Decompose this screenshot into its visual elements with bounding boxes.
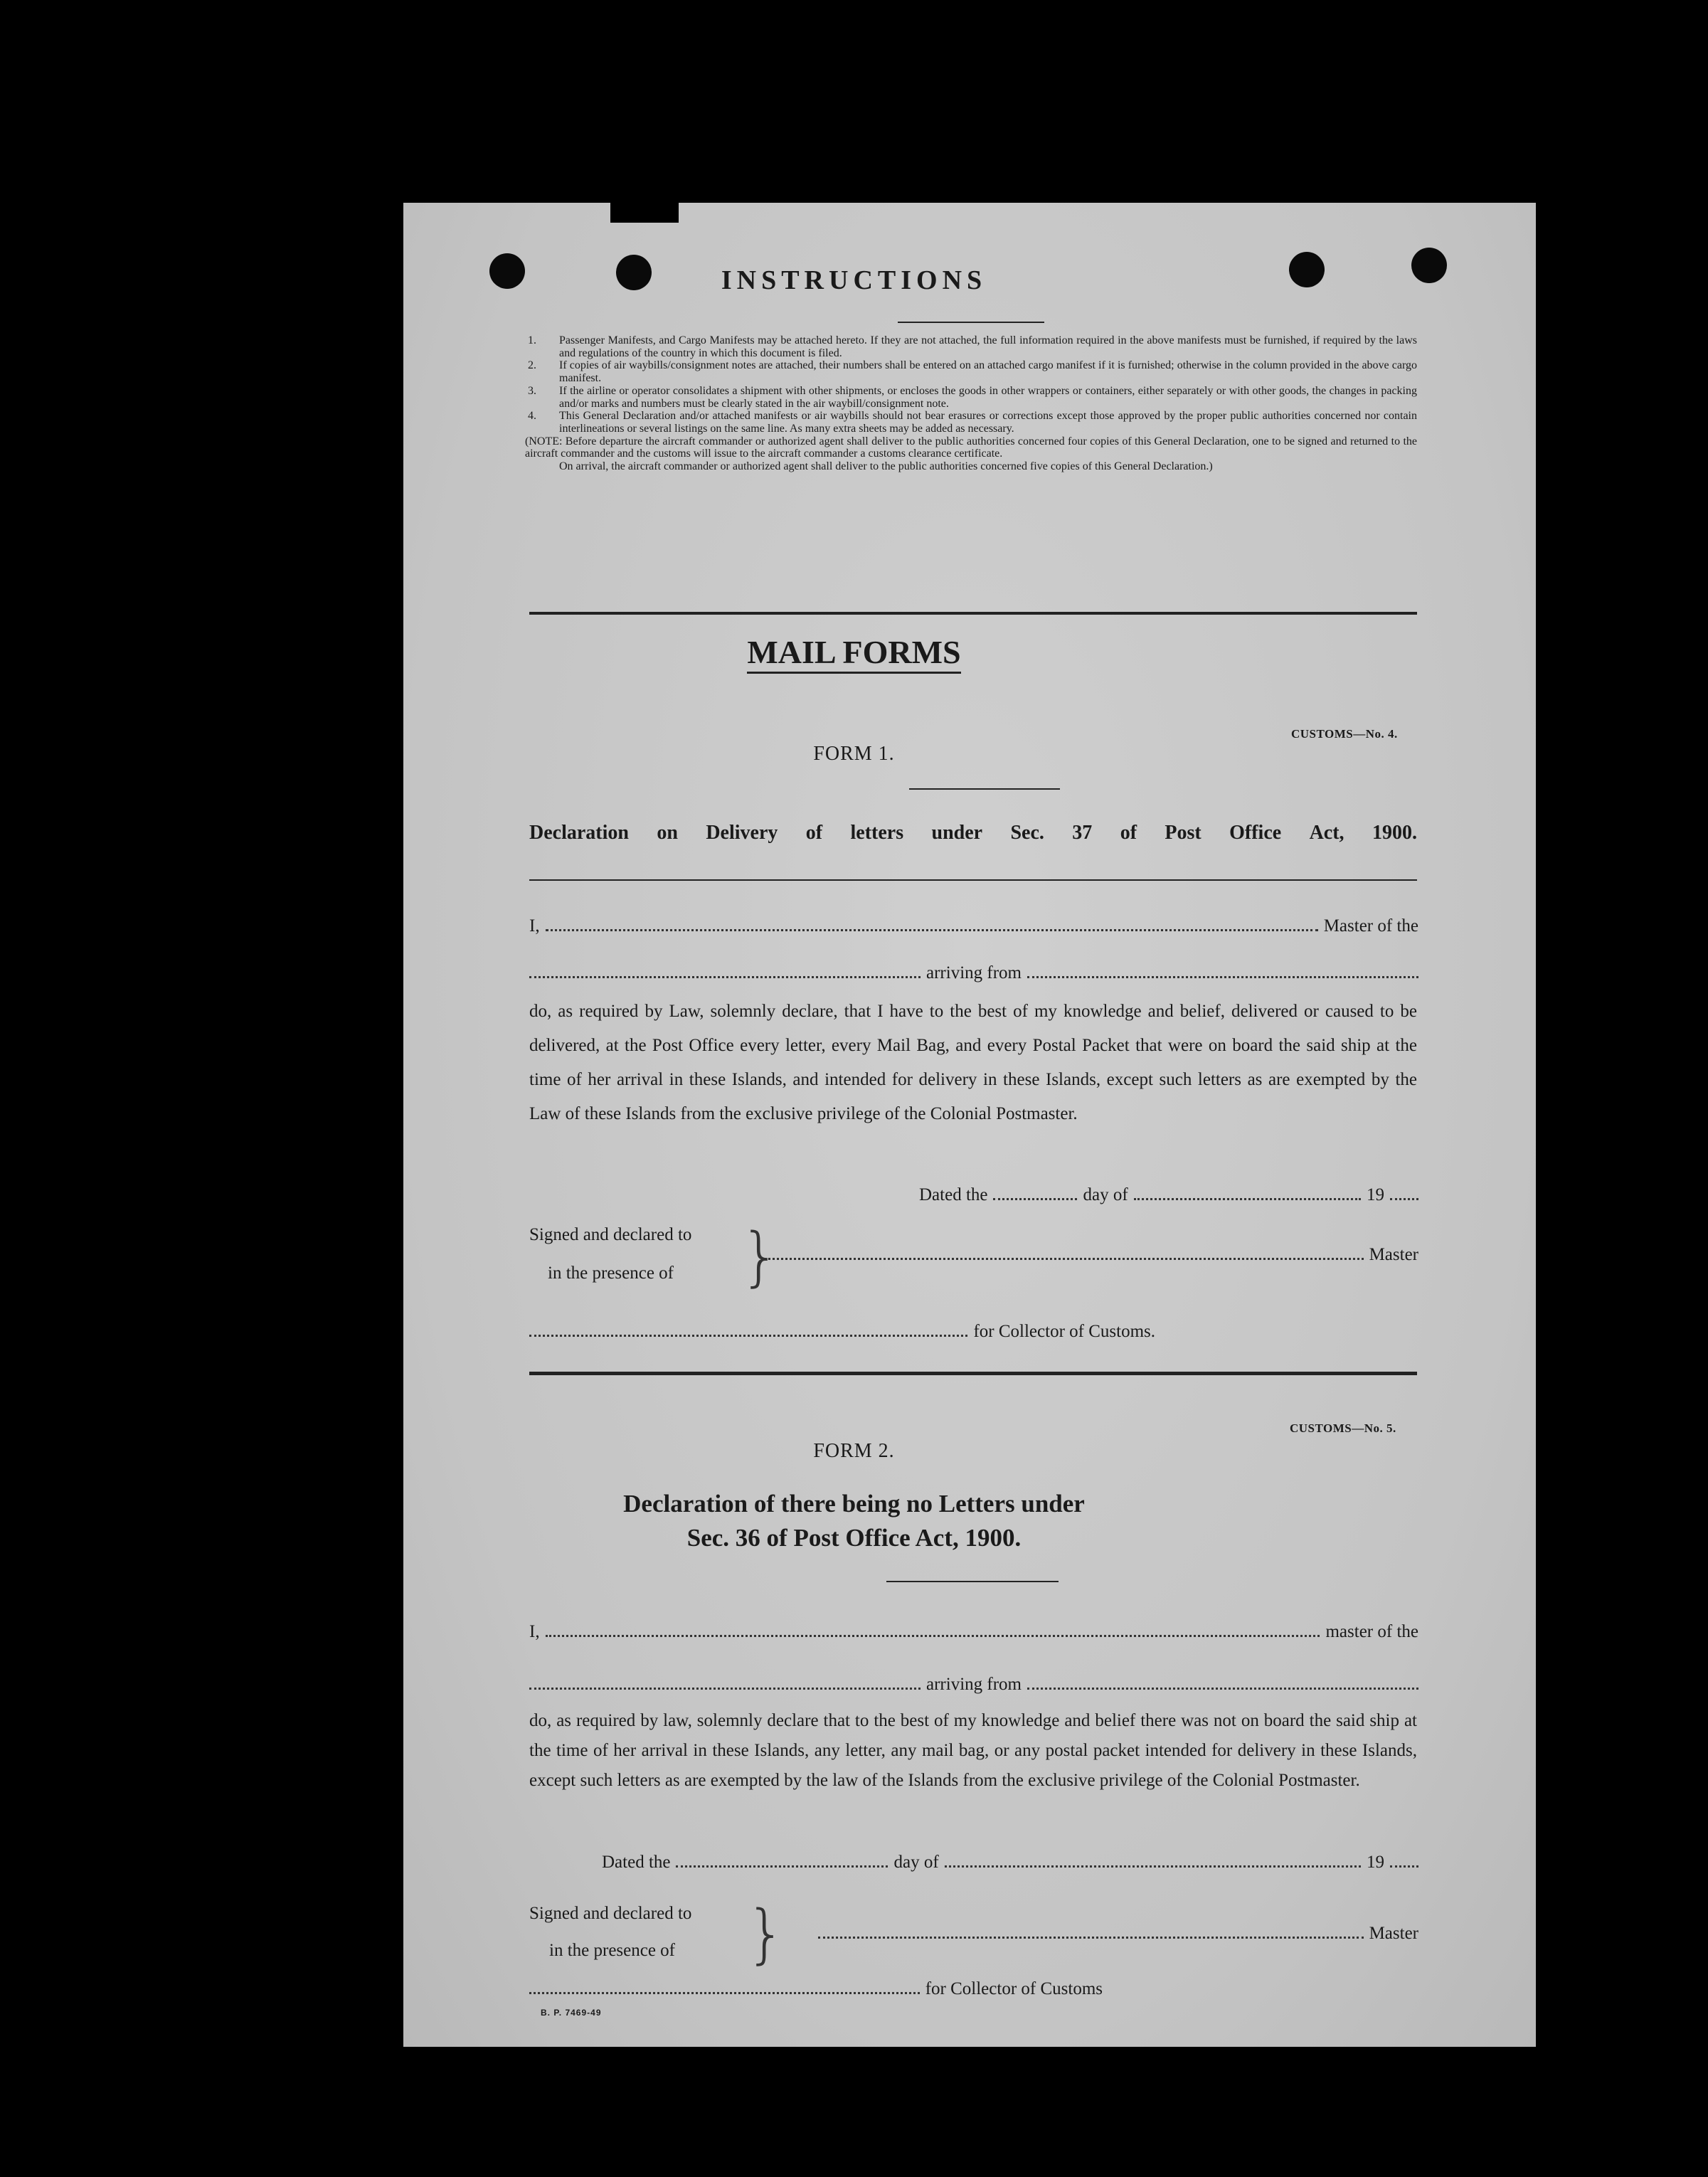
form2-line-end: master of the — [1325, 1622, 1418, 1641]
section-divider — [529, 612, 1417, 615]
fill-in-line[interactable] — [1027, 1687, 1418, 1690]
form2-title-rule — [886, 1581, 1059, 1582]
mail-forms-title — [0, 633, 1708, 671]
brace-icon: } — [740, 1219, 781, 1294]
brace-icon: } — [746, 1897, 787, 1971]
day-of-label: day of — [893, 1853, 939, 1872]
declaration-word: 37 — [1072, 822, 1093, 844]
dated-label: Dated the — [919, 1185, 988, 1204]
form2-title-line1: Declaration of there being no Letters under — [623, 1490, 1085, 1517]
instruction-text: This General Declaration and/or attached manifests or air waybills should not bear erasures or corrections except those approved by the proper public authorities concerned nor contain interlineations or several listings on the same line. As many extra sheets may be added as necessary. — [559, 410, 1417, 435]
customs-number: CUSTOMS—No. 5. — [1290, 1421, 1396, 1435]
declaration-word: of — [805, 822, 823, 844]
declaration-word: Declaration — [529, 822, 629, 844]
instruction-item — [525, 334, 1417, 359]
form1-master-line — [529, 916, 1418, 936]
fill-in-line[interactable] — [676, 1865, 888, 1868]
dated-label: Dated the — [602, 1853, 671, 1872]
print-reference: B. P. 7469-49 — [541, 2008, 602, 2018]
form1-dated-line — [919, 1185, 1418, 1205]
paper-tab — [610, 201, 679, 223]
fill-in-line[interactable] — [529, 1334, 967, 1337]
declaration-word: Post — [1165, 822, 1202, 844]
form-divider — [529, 1372, 1417, 1375]
declaration-word: Delivery — [706, 822, 778, 844]
fill-in-line[interactable] — [529, 1687, 921, 1690]
instruction-note-arrival: On arrival, the aircraft commander or authorized agent shall deliver to the public authorities concerned five copies of this General Declaration.) — [559, 460, 1213, 473]
fill-in-line[interactable] — [993, 1197, 1077, 1200]
fill-in-line[interactable] — [764, 1257, 1364, 1260]
declaration-word: 1900. — [1372, 822, 1417, 844]
instruction-number: 4. — [528, 410, 536, 423]
instruction-number: 3. — [528, 384, 536, 397]
instruction-number: 1. — [528, 334, 536, 346]
form2-dated-line — [602, 1853, 1418, 1873]
day-of-label: day of — [1083, 1185, 1128, 1204]
instruction-text: If the airline or operator consolidates a shipment with other shipments, or encloses the goods in other wrappers or containers, either separately or with other goods, the changes in packing and/or marks and numbers must be clearly stated in the air waybill/consignment note. — [559, 384, 1417, 410]
declaration-word: Act, — [1309, 822, 1344, 844]
fill-in-line[interactable] — [546, 1634, 1320, 1637]
fill-in-line[interactable] — [546, 928, 1318, 931]
fill-in-line[interactable] — [945, 1865, 1361, 1868]
declaration-word: of — [1120, 822, 1137, 844]
declaration-word: Sec. — [1010, 822, 1044, 844]
year-label: 19 — [1367, 1853, 1384, 1872]
form1-label: FORM 1. — [813, 743, 895, 765]
instructions-title: INSTRUCTIONS — [721, 265, 987, 295]
instruction-item — [525, 410, 1417, 435]
form1-line-end: Master of the — [1323, 916, 1418, 936]
form2-arriving-line — [529, 1675, 1418, 1695]
form2-arriving-label: arriving from — [926, 1675, 1022, 1694]
form1-presence-label: in the presence of — [548, 1264, 674, 1283]
form2-master-line — [529, 1622, 1418, 1642]
form2-line-start: I, — [529, 1622, 540, 1641]
form1-collector-line — [529, 1322, 1155, 1342]
form2-presence-label: in the presence of — [549, 1941, 676, 1960]
instruction-text: Passenger Manifests, and Cargo Manifests may be attached hereto. If they are not attached, the full information required in the above manifests must be furnished, if required by the laws and regulations of the country in which this document is filed. — [559, 334, 1417, 359]
title-underline — [898, 322, 1044, 323]
form1-body-text: do, as required by Law, solemnly declare, that I have to the best of my knowledge and belief, delivered or caused to be delivered, at the Post Office every letter, every Mail Bag, and every Postal Packet that were on board the said ship at the time of her arrival in these Islands, and intended for delivery in these Islands, except such letters as are exempted by the Law of these Islands from the exclusive privilege of the Colonial Postmaster. — [529, 1002, 1417, 1123]
master-label: Master — [1369, 1245, 1418, 1264]
fill-in-line[interactable] — [1390, 1197, 1418, 1200]
instruction-number: 2. — [528, 359, 536, 372]
form1-arriving-label: arriving from — [926, 963, 1022, 982]
fill-in-line[interactable] — [1134, 1197, 1361, 1200]
collector-label: for Collector of Customs. — [973, 1322, 1155, 1341]
form1-declaration-title — [529, 822, 1417, 844]
collector-label: for Collector of Customs — [925, 1979, 1103, 1998]
instruction-note: (NOTE: Before departure the aircraft commander or authorized agent shall deliver to the public authorities concerned four copies of this General Declaration, one to be signed and returned to the aircraft commander and the customs will issue to the aircraft commander a customs clearance certificate. — [525, 435, 1417, 460]
master-label: Master — [1369, 1924, 1418, 1943]
fill-in-line[interactable] — [1027, 975, 1418, 978]
form1-arriving-line — [529, 963, 1418, 983]
declaration-word: letters — [850, 822, 904, 844]
fill-in-line[interactable] — [1390, 1865, 1418, 1868]
form1-signed-label: Signed and declared to — [529, 1225, 692, 1244]
instruction-item — [525, 385, 1417, 410]
form1-title-rule — [529, 879, 1417, 881]
mail-forms-title-text: MAIL FORMS — [747, 634, 960, 674]
declaration-word: Office — [1229, 822, 1282, 844]
form2-body-text: do, as required by law, solemnly declare that to the best of my knowledge and belief there was not on board the said ship at the time of her arrival in these Islands, any letter, any mail bag, or any postal packet intended for delivery in these Islands, except such letters as are exempted by the law of the Islands from the exclusive privilege of the Colonial Postmaster. — [529, 1711, 1417, 1790]
form2-title-line2: Sec. 36 of Post Office Act, 1900. — [686, 1524, 1022, 1552]
form1-master-signature-line — [758, 1245, 1418, 1265]
instruction-item — [525, 359, 1417, 384]
form1-line-start: I, — [529, 916, 540, 936]
form1-label-rule — [909, 788, 1060, 790]
fill-in-line[interactable] — [818, 1936, 1364, 1939]
year-label: 19 — [1367, 1185, 1384, 1204]
fill-in-line[interactable] — [529, 975, 921, 978]
fill-in-line[interactable] — [529, 1991, 920, 1994]
form2-label: FORM 2. — [813, 1440, 895, 1462]
instructions-list — [525, 334, 1417, 473]
form2-master-signature-line — [818, 1924, 1418, 1944]
customs-number: CUSTOMS—No. 4. — [1291, 727, 1398, 741]
instruction-text: If copies of air waybills/consignment notes are attached, their numbers shall be entered on an attached cargo manifest if it is furnished; otherwise in the column provided in the above cargo manifest. — [559, 359, 1417, 385]
form2-signed-label: Signed and declared to — [529, 1904, 692, 1923]
declaration-word: on — [657, 822, 678, 844]
declaration-word: under — [931, 822, 983, 844]
form2-collector-line — [529, 1979, 1103, 1999]
